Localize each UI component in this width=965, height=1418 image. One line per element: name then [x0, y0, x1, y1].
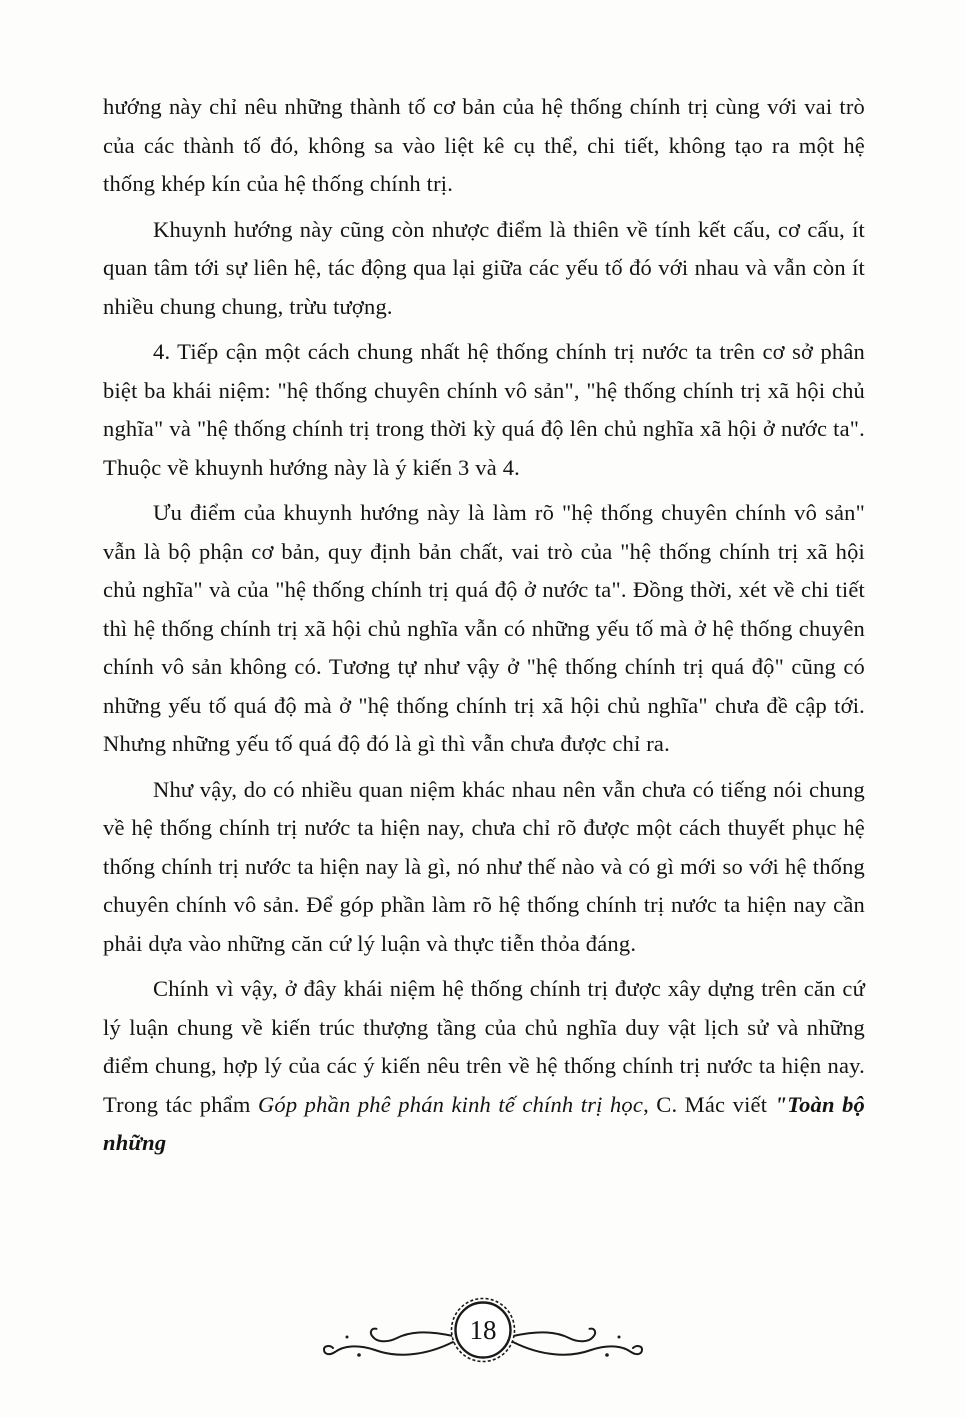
paragraph-1: hướng này chỉ nêu những thành tố cơ bản của hệ thống chính trị cùng với vai trò của các thành tố đó, không sa vào liệt kê cụ thể, chi tiết, không tạo ra một hệ thống khép kín của hệ thống chính trị. [103, 94, 865, 196]
paragraph-4: Ưu điểm của khuynh hướng này là làm rõ "hệ thống chuyên chính vô sản" vẫn là bộ phận cơ bản, quy định bản chất, vai trò của "hệ thống chính trị xã hội chủ nghĩa" và của "hệ thống chính trị quá độ ở nước ta". Đồng thời, xét về chi tiết thì hệ thống chính trị xã hội chủ nghĩa vẫn có những yếu tố mà ở hệ thống chuyên chính vô sản không có. Tương tự như vậy ở "hệ thống chính trị quá độ" cũng có những yếu tố quá độ mà ở "hệ thống chính trị xã hội chủ nghĩa" chưa đề cập tới. Nhưng những yếu tố quá độ đó là gì thì vẫn chưa được chỉ ra. [103, 500, 865, 756]
page-number-ornament [313, 1290, 653, 1374]
quote-start-bold-italic: "Toàn bộ những [103, 1091, 865, 1155]
page-number-medallion [451, 1299, 514, 1362]
book-title-italic: Góp phần phê phán kinh tế chính trị học [257, 1091, 644, 1117]
paragraph-6-normal-text: Chính vì vậy, ở đây khái niệm hệ thống chính trị được xây dựng trên căn cứ lý luận chung về kiến trúc thượng tầng của chủ nghĩa duy vật lịch sử và những điểm chung, hợp lý của các ý kiến nêu trên về hệ thống chính trị nước ta hiện nay. Trong tác phẩm [103, 976, 865, 1117]
page-footer [0, 1290, 965, 1374]
left-flourish-icon [324, 1329, 453, 1357]
paragraph-5: Như vậy, do có nhiều quan niệm khác nhau nên vẫn chưa có tiếng nói chung về hệ thống chính trị nước ta hiện nay, chưa chỉ rõ được một cách thuyết phục hệ thống chính trị nước ta hiện nay là gì, nó như thế nào và có gì mới so với hệ thống chuyên chính vô sản. Để góp phần làm rõ hệ thống chính trị nước ta hiện nay cần phải dựa vào những căn cứ lý luận và thực tiễn thỏa đáng. [103, 776, 865, 956]
page-text [103, 88, 865, 1170]
paragraph-3: 4. Tiếp cận một cách chung nhất hệ thống chính trị nước ta trên cơ sở phân biệt ba khái niệm: "hệ thống chuyên chính vô sản", "hệ thống chính trị xã hội chủ nghĩa" và "hệ thống chính trị trong thời kỳ quá độ lên chủ nghĩa xã hội ở nước ta". Thuộc về khuynh hướng này là ý kiến 3 và 4. [103, 339, 865, 480]
page-number: 18 [469, 1315, 496, 1345]
paragraph-6 [103, 970, 865, 1163]
paragraph-6-normal-text: , C. Mác viết [643, 1091, 775, 1117]
right-flourish-icon [513, 1329, 642, 1357]
paragraph-2: Khuynh hướng này cũng còn nhược điểm là thiên về tính kết cấu, cơ cấu, ít quan tâm tới sự liên hệ, tác động qua lại giữa các yếu tố đó với nhau và vẫn còn ít nhiều chung chung, trừu tượng. [103, 216, 865, 319]
